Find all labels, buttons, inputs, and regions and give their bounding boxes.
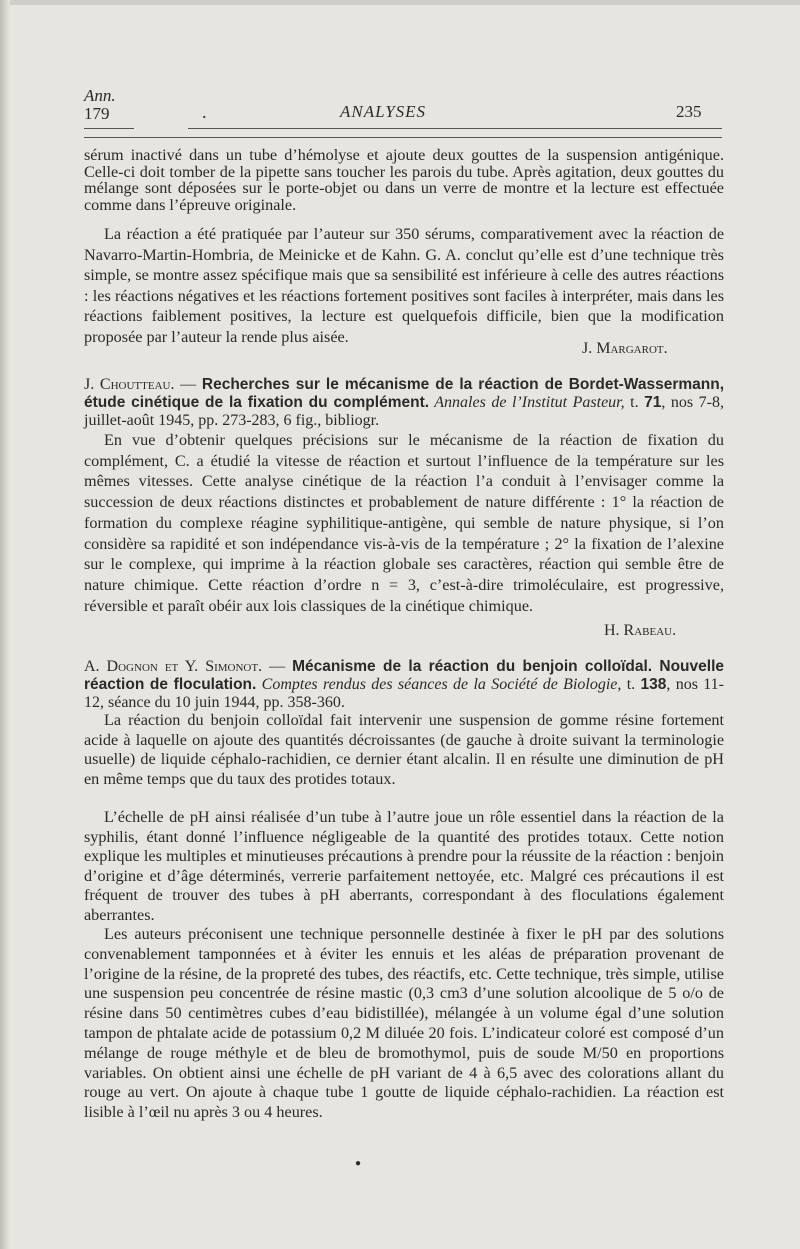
header-ann: Ann. xyxy=(84,86,116,105)
page-top-edge xyxy=(0,0,800,5)
ref-volume: 138 xyxy=(640,676,667,693)
ref-author: A. Dognon et Y. Simonot. xyxy=(84,658,263,675)
ref-title: Recherches sur le mécanisme de la réaction de Bordet-Wassermann, étude cinétique de la fixation du complément. xyxy=(84,376,725,411)
header-number: 179 xyxy=(84,104,110,123)
reference-choutteau xyxy=(84,376,724,430)
ref-details: , nos 7-8, juillet-août 1945, pp. 273-283, 6 fig., bibliogr. xyxy=(84,394,724,429)
ref-journal: Annales de l’Institut Pasteur, xyxy=(429,394,625,411)
ref-dash: — xyxy=(174,376,202,393)
paragraph-choutteau-review: En vue d’obtenir quelques précisions sur le mécanisme de la réaction de fixation du complément, C. a étudié la vitesse de réaction et surtout l’influence de la température sur les mêmes vitesses. Cette analyse cinétique de la réaction l’a conduit à l’envisager comme la succession de deux réactions distinctes et probablement de nature différente : 1° la réaction de formation du complexe réagine syphilitique-antigène, qui semble de nature physique, si l’on considère sa rapidité et son indépendance vis-à-vis de la température ; 2° la fixation de l’alexine sur le complexe, qui imprime à la réaction globale ses caractères, réaction qui semble être de nature chimique. Cette réaction d’ordre n = 3, c’est-à-dire trimoléculaire, est progressive, réversible et paraît obéir aux lois classiques de la cinétique chimique. xyxy=(84,431,724,615)
ref-tome: t. xyxy=(621,676,641,693)
page-number: 235 xyxy=(676,102,702,121)
header-rule-lower xyxy=(84,137,722,138)
ref-details: , nos 11-12, séance du 10 juin 1944, pp. 358-360. xyxy=(84,676,724,711)
running-title: ANALYSES xyxy=(340,102,427,121)
header-dot: . xyxy=(202,102,207,122)
reference-dognon xyxy=(84,658,724,712)
signature-rabeau: H. Rabeau. xyxy=(604,622,677,639)
ref-author: J. Choutteau. xyxy=(84,376,175,393)
paragraph-continued: sérum inactivé dans un tube d’hémolyse et ajoute deux gouttes de la suspension antigénique. Celle-ci doit tomber de la pipette sans toucher les parois du tube. Après agitation, deux gouttes du mélange sont déposées sur le porte-objet ou dans un verre de montre et la lecture est effectuée comme dans l’épreuve originale. xyxy=(84,146,724,214)
ref-title: Mécanisme de la réaction du benjoin colloïdal. Nouvelle réaction de floculation. xyxy=(84,658,724,693)
paragraph-technique: Les auteurs préconisent une technique personnelle destinée à fixer le pH par des solutions convenablement tamponnées et à éviter les ennuis et les aléas de préparation provenant de l’origine de la résine, de la propreté des tubes, des réactifs, etc. Cette technique, très simple, utilise une suspension peu concentrée de résine mastic (0,3 cm3 d’une solution alcoolique de 5 o/o de résine dans 50 centimètres cubes d’eau bidistillée), mélangée à un volume égal d’une solution tampon de phtalate acide de potassium 0,2 M diluée 20 fois. L’indicateur coloré est composé d’un mélange de rouge méthyle et de bleu de bromothymol, puis de soude M/50 en proportions variables. On obtient ainsi une échelle de pH variant de 4 à 6,5 avec des colorations allant du rouge au vert. On ajoute à chaque tube 1 goutte de liquide céphalo-rachidien. La réaction est lisible à l’œil nu après 3 ou 4 heures. xyxy=(84,925,724,1122)
ref-journal: Comptes rendus des séances de la Société de Biologie, xyxy=(256,676,622,693)
ref-volume: 71 xyxy=(644,394,662,411)
ref-dash: — xyxy=(262,658,293,675)
paragraph-benjoin-intro: La réaction du benjoin colloïdal fait intervenir une suspension de gomme résine fortement acide à laquelle on ajoute des quantités décroissantes (de gauche à droite suivant la terminologie usuelle) de liquide céphalo-rachidien, ce dernier étant alcalin. Il en résulte une diminution de pH en même temps que du taux des protides totaux. xyxy=(84,711,724,788)
header-rule xyxy=(188,128,722,129)
signature-margarot: J. Margarot. xyxy=(582,340,668,357)
ink-dot: ● xyxy=(355,1158,362,1169)
page-binding-edge xyxy=(0,0,10,1249)
header-rule-left xyxy=(84,128,134,129)
ref-tome: t. xyxy=(624,394,645,411)
paragraph-ph-scale: L’échelle de pH ainsi réalisée d’un tube à l’autre joue un rôle essentiel dans la réaction de la syphilis, étant donné l’influence négligeable de la quantité des protides totaux. Cette notion explique les multiples et minutieuses précautions à prendre pour la réussite de la réaction : benjoin d’origine et d’âge déterminés, verrerie parfaitement nettoyée, etc. Malgré ces précautions il est fréquent de trouver des tubes à pH aberrants, correspondant à des floculations également aberrantes. xyxy=(84,808,724,924)
paragraph-margarot-review: La réaction a été pratiquée par l’auteur sur 350 sérums, comparativement avec la réaction de Navarro-Martin-Hombria, de Meinicke et de Kahn. G. A. conclut qu’elle est d’une technique très simple, se montre assez spécifique mais que sa sensibilité est inférieure à celle des autres réactions : les réactions négatives et les réactions fortement positives sont faciles à interpréter, mais dans les réactions faiblement positives, la lecture est quelquefois difficile, bien que la modification proposée par l’auteur la rende plus aisée. xyxy=(84,225,724,346)
